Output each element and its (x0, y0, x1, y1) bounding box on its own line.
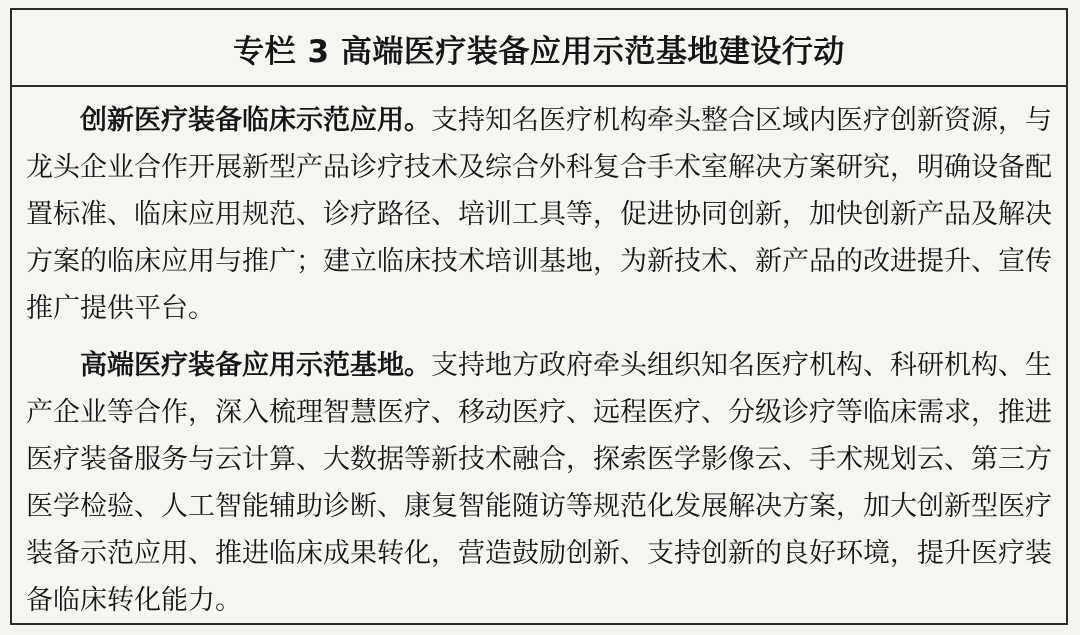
box-title: 专栏 3 高端医疗装备应用示范基地建设行动 (233, 33, 845, 70)
box-content (12, 87, 1066, 623)
section-1-paragraph (26, 97, 1052, 332)
box-header (12, 10, 1066, 87)
column-box (10, 8, 1068, 625)
section-2-heading: 高端医疗装备应用示范基地。 (80, 350, 431, 381)
section-2-body: 支持地方政府牵头组织知名医疗机构、科研机构、生产企业等合作，深入梳理智慧医疗、移动医疗、远程医疗、分级诊疗等临床需求，推进医疗装备服务与云计算、大数据等新技术融合，探索医学影像云、手术规划云、第三方医学检验、人工智能辅助诊断、康复智能随访等规范化发展解决方案，加大创新型医疗装备示范应用、推进临床成果转化，营造鼓励创新、支持创新的良好环境，提升医疗装备临床转化能力。 (26, 350, 1052, 616)
section-1-body: 支持知名医疗机构牵头整合区域内医疗创新资源，与龙头企业合作开展新型产品诊疗技术及综合外科复合手术室解决方案研究，明确设备配置标准、临床应用规范、诊疗路径、培训工具等，促进协同创新，加快创新产品及解决方案的临床应用与推广；建立临床技术培训基地，为新技术、新产品的改进提升、宣传推广提供平台。 (26, 105, 1052, 324)
section-1-heading: 创新医疗装备临床示范应用。 (80, 105, 431, 136)
section-2-paragraph (26, 342, 1052, 624)
